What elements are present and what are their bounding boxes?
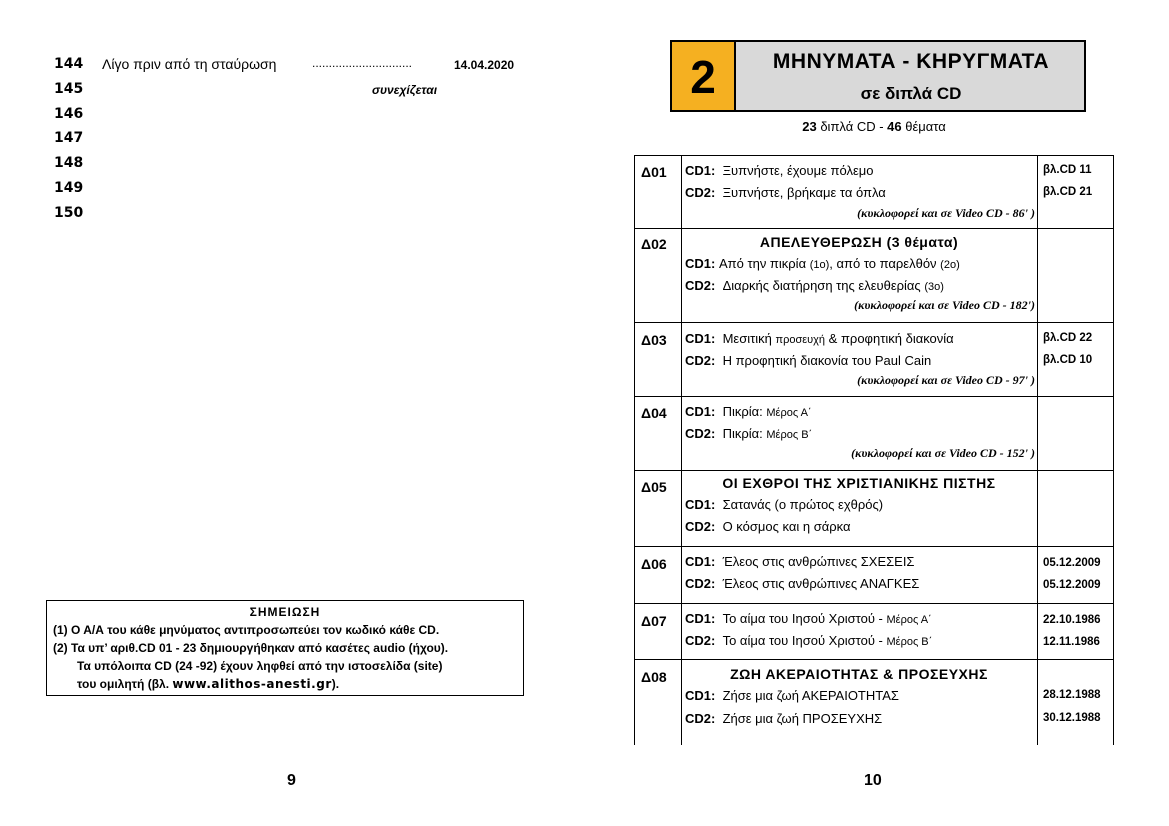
cd2-entry: [685, 519, 850, 534]
cd2-entry: [685, 633, 932, 648]
cd-title: Ζήσε μια ζωή ΠΡΟΣΕΥΧΗΣ: [722, 711, 883, 726]
cd-label: CD2:: [685, 576, 716, 591]
cd-part: Μέρος Β΄: [886, 636, 933, 648]
note-title: ΣΗΜΕΙΩΣΗ: [249, 605, 321, 619]
cd2-entry: [685, 426, 812, 441]
row-divider: [635, 322, 1113, 323]
note-text: ).: [331, 677, 340, 691]
cd1-entry: [685, 497, 883, 512]
cd-table: [634, 155, 1114, 745]
cd2-entry: [685, 353, 931, 368]
row-code: Δ04: [641, 405, 667, 421]
cd-title: Το αίμα του Ιησού Χριστού -: [722, 633, 887, 648]
cd2-entry: [685, 711, 882, 726]
column-divider: [1037, 156, 1038, 745]
cd-date: 12.11.1986: [1043, 636, 1100, 648]
cd-title: Διαρκής διατήρηση της ελευθερίας: [722, 278, 925, 293]
cd-part: (3ο): [924, 281, 944, 293]
cd-label: CD1:: [685, 688, 716, 703]
cd-label: CD1:: [685, 163, 716, 178]
item-number: 145: [54, 81, 84, 97]
cd-label: CD1:: [685, 554, 716, 569]
leader-dots: ..............................: [312, 56, 413, 70]
cd-label: CD2:: [685, 185, 716, 200]
cd-part: Μέρος Α΄: [886, 614, 932, 626]
cd1-entry: [685, 404, 812, 419]
cd-label: CD1:: [685, 611, 716, 626]
cd-title: Πικρία:: [722, 404, 767, 419]
cd-title: Μεσιτική: [722, 331, 776, 346]
website-link[interactable]: www.alithos-anesti.gr: [172, 677, 332, 691]
count-label: διπλά CD -: [816, 119, 888, 134]
item-number: 147: [54, 130, 84, 146]
cd-reference: βλ.CD 21: [1043, 186, 1093, 198]
cd-title: Από την πικρία: [718, 256, 810, 271]
row-code: Δ07: [641, 613, 667, 629]
item-number: 148: [54, 155, 84, 171]
cd-title: Έλεος στις ανθρώπινες ΣΧΕΣΕΙΣ: [722, 554, 915, 569]
count-cds: 23: [802, 119, 817, 134]
row-divider: [635, 603, 1113, 604]
row-divider: [635, 470, 1113, 471]
section-count: [634, 119, 1114, 134]
cd-label: CD1:: [685, 331, 716, 346]
cd-title: Το αίμα του Ιησού Χριστού -: [722, 611, 887, 626]
row-heading: ΑΠΕΛΕΥΘΕΡΩΣΗ (3 θέματα): [759, 234, 959, 250]
cd-label: CD2:: [685, 711, 716, 726]
cd1-entry: [685, 688, 899, 703]
cd-label: CD1:: [685, 497, 716, 512]
section-title: ΜΗΝΥΜΑΤΑ - ΚΗΡΥΓΜΑΤΑ: [772, 50, 1050, 73]
video-note: (κυκλοφορεί και σε Video CD - 182'): [854, 298, 1035, 312]
row-divider: [635, 659, 1113, 660]
cd-label: CD2:: [685, 633, 716, 648]
cd-title: Ξυπνήστε, έχουμε πόλεμο: [722, 163, 874, 178]
page-number: 10: [864, 772, 882, 789]
cd-label: CD1:: [685, 404, 716, 419]
count-label: θέματα: [901, 119, 946, 134]
note-line: (1) Ο Α/Α του κάθε μηνύματος αντιπροσωπεύει τον κωδικό κάθε CD.: [53, 623, 440, 637]
cd-reference: βλ.CD 11: [1043, 164, 1092, 176]
cd-reference: βλ.CD 10: [1043, 354, 1093, 366]
cd-label: CD2:: [685, 426, 716, 441]
item-number: 146: [54, 106, 84, 122]
note-text: του ομιλητή (βλ.: [77, 677, 173, 691]
cd-title: Έλεος στις ανθρώπινες ΑΝΑΓΚΕΣ: [722, 576, 920, 591]
cd2-entry: [685, 278, 944, 293]
item-number: 144: [54, 56, 84, 72]
cd-date: 05.12.2009: [1043, 557, 1101, 569]
row-code: Δ03: [641, 332, 667, 348]
cd-label: CD1:: [685, 256, 716, 271]
row-code: Δ06: [641, 556, 667, 572]
cd1-entry: [685, 256, 960, 271]
cd-label: CD2:: [685, 278, 716, 293]
cd-label: CD2:: [685, 353, 716, 368]
row-heading: ΖΩΗ ΑΚΕΡΑΙΟΤΗΤΑΣ & ΠΡΟΣΕΥΧΗΣ: [730, 666, 988, 682]
video-note: (κυκλοφορεί και σε Video CD - 152' ): [851, 446, 1035, 460]
row-divider: [635, 228, 1113, 229]
cd-title: Η προφητική διακονία του Paul Cain: [722, 353, 932, 368]
cd-title: & προφητική διακονία: [825, 331, 954, 346]
row-divider: [635, 396, 1113, 397]
cd1-entry: [685, 611, 932, 626]
cd2-entry: [685, 185, 886, 200]
item-number: 150: [54, 205, 84, 221]
cd-part: (1ο): [809, 259, 830, 271]
cd-title: Ξυπνήστε, βρήκαμε τα όπλα: [722, 185, 886, 200]
row-code: Δ05: [641, 479, 667, 495]
row-code: Δ01: [641, 164, 667, 180]
row-divider: [635, 546, 1113, 547]
section-number: 2: [672, 42, 736, 110]
cd1-entry: [685, 163, 874, 178]
cd-date: 28.12.1988: [1043, 689, 1101, 701]
cd-title: Ζήσε μια ζωή ΑΚΕΡΑΙΟΤΗΤΑΣ: [722, 688, 899, 703]
note-line: (2) Τα υπ’ αριθ.CD 01 - 23 δημιουργήθηκαν από κασέτες audio (ήχου).: [53, 641, 449, 655]
count-topics: 46: [887, 119, 902, 134]
cd-part: Μέρος Α΄: [766, 407, 812, 419]
cd-part: Μέρος Β΄: [766, 429, 813, 441]
item-status: συνεχίζεται: [372, 83, 438, 97]
cd2-entry: [685, 576, 919, 591]
cd-date: 05.12.2009: [1043, 579, 1101, 591]
item-date: 14.04.2020: [454, 58, 515, 72]
column-divider: [681, 156, 682, 745]
note-line: [77, 677, 339, 691]
video-note: (κυκλοφορεί και σε Video CD - 97' ): [857, 373, 1035, 387]
cd-date: 22.10.1986: [1043, 614, 1101, 626]
page-number: 9: [287, 772, 296, 789]
row-code: Δ08: [641, 669, 667, 685]
item-title: Λίγο πριν από τη σταύρωση: [102, 56, 277, 72]
section-subtitle: σε διπλά CD: [860, 84, 962, 103]
cd-label: CD2:: [685, 519, 716, 534]
cd-title: Ο κόσμος και η σάρκα: [722, 519, 851, 534]
cd-date: 30.12.1988: [1043, 712, 1101, 724]
cd1-entry: [685, 554, 914, 569]
note-line: Τα υπόλοιπα CD (24 -92) έχουν ληφθεί από την ιστοσελίδα (site): [77, 659, 443, 673]
note-box: [46, 600, 524, 696]
item-number: 149: [54, 180, 84, 196]
row-code: Δ02: [641, 236, 667, 252]
cd-reference: βλ.CD 22: [1043, 332, 1093, 344]
cd-title: , από το παρελθόν: [829, 256, 941, 271]
cd-title: προσευχή: [775, 334, 826, 346]
cd-title: Σατανάς (ο πρώτος εχθρός): [722, 497, 884, 512]
row-heading: ΟΙ ΕΧΘΡΟΙ ΤΗΣ ΧΡΙΣΤΙΑΝΙΚΗΣ ΠΙΣΤΗΣ: [722, 475, 996, 491]
cd-title: Πικρία:: [722, 426, 767, 441]
cd-part: (2ο): [940, 259, 960, 271]
video-note: (κυκλοφορεί και σε Video CD - 86' ): [857, 206, 1035, 220]
cd1-entry: [685, 331, 954, 346]
section-header: [670, 40, 1086, 112]
